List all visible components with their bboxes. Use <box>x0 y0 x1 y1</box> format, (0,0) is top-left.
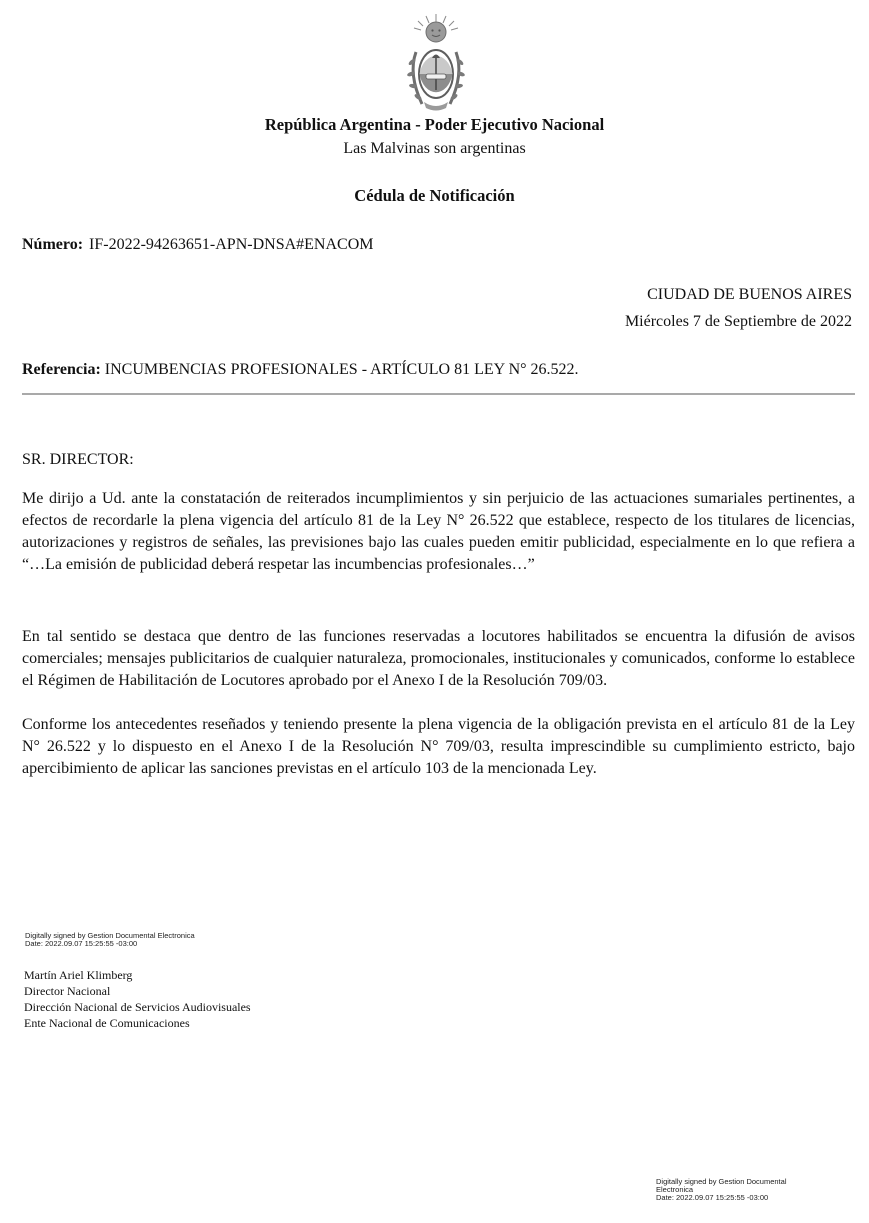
reference-value: INCUMBENCIAS PROFESIONALES - ARTÍCULO 81 LEY N° 26.522. <box>104 361 579 378</box>
divider <box>22 393 855 395</box>
document-type-title: Cédula de Notificación <box>354 186 515 205</box>
header-subtitle: Las Malvinas son argentinas <box>343 140 526 157</box>
signer-block <box>24 967 251 1031</box>
digital-signature-stamp <box>25 932 195 948</box>
coat-of-arms-icon <box>402 12 470 114</box>
place: CIUDAD DE BUENOS AIRES <box>647 286 852 303</box>
signature-stamp-line: Digitally signed by Gestion Documental Electronica <box>25 931 195 940</box>
footer-stamp-line-1: Digitally signed by Gestion Documental <box>656 1177 787 1186</box>
document-number-label: Número: <box>22 236 84 253</box>
signer-entity: Ente Nacional de Comunicaciones <box>24 1016 190 1030</box>
signer-office: Dirección Nacional de Servicios Audiovisuales <box>24 1000 251 1014</box>
document-number <box>22 236 373 254</box>
salutation: SR. DIRECTOR: <box>22 451 134 468</box>
footer-stamp-line-2: Electronica <box>656 1185 694 1194</box>
signer-position: Director Nacional <box>24 984 111 998</box>
date: Miércoles 7 de Septiembre de 2022 <box>624 313 852 330</box>
signature-stamp-date: Date: 2022.09.07 15:25:55 -03:00 <box>25 939 138 948</box>
body-paragraph-3: Conforme los antecedentes reseñados y teniendo presente la plena vigencia de la obligación prevista en el artículo 81 de la Ley N° 26.522 y lo dispuesto en el Anexo I de la Resolución N° 709/03, resulta imprescindible su cumplimiento estricto, bajo apercibimiento de aplicar las sanciones previstas en el artículo 103 de la mencionada Ley. <box>22 716 855 777</box>
footer-signature-stamp <box>656 1178 836 1202</box>
footer-stamp-date: Date: 2022.09.07 15:25:55 -03:00 <box>656 1193 769 1202</box>
signer-name: Martín Ariel Klimberg <box>24 968 133 982</box>
reference <box>22 361 579 379</box>
header-title: República Argentina - Poder Ejecutivo Nacional <box>264 115 605 134</box>
reference-label: Referencia: <box>22 361 101 378</box>
document-number-value: IF-2022-94263651-APN-DNSA#ENACOM <box>89 236 374 253</box>
body-paragraph-1: Me dirijo a Ud. ante la constatación de reiterados incumplimientos y sin perjuicio de las actuaciones sumariales pertinentes, a efectos de recordarle la plena vigencia del artículo 81 de la Ley N° 26.522 que establece, respecto de los titulares de licencias, autorizaciones y registros de señales, las previsiones bajo las cuales pueden emitir publicidad, especialmente en lo que refiera a “…La emisión de publicidad deberá respetar las incumbencias profesionales…” <box>22 490 855 573</box>
body-paragraph-2: En tal sentido se destaca que dentro de las funciones reservadas a locutores habilitados se encuentra la difusión de avisos comerciales; mensajes publicitarios de cualquier naturaleza, promocionales, institucionales y comunicados, conforme lo establece el Régimen de Habilitación de Locutores aprobado por el Anexo I de la Resolución 709/03. <box>22 628 855 689</box>
